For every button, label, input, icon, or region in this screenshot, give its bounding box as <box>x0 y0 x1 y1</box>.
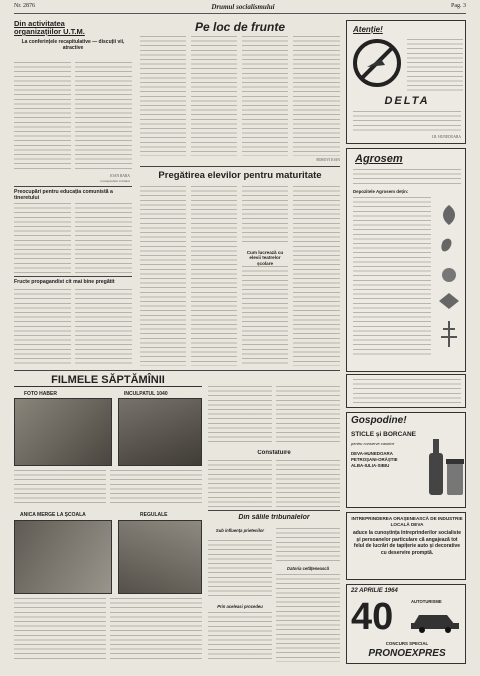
divider <box>140 166 340 167</box>
pregatirea-title: Pregătirea elevilor pentru maturitate <box>158 170 322 181</box>
utm-title-2: organizațiilor U.T.M. <box>14 27 85 36</box>
pronoexpres-number: 40 <box>351 596 394 638</box>
agrosem-intro <box>353 169 461 187</box>
utm-text-col-b <box>75 62 132 172</box>
preocupari-title: Preocupări pentru educația comunistă a tineretului <box>14 189 113 201</box>
divider <box>14 276 132 277</box>
utm-title-1: Din activitatea <box>14 20 65 28</box>
propaganda-text-b <box>75 289 132 367</box>
tribunal-title: Din sălile tribunalelor <box>238 514 310 521</box>
pronoexpres-date: 22 APRILIE 1964 <box>351 588 398 594</box>
delta-sign: I.R. HUNEDOARA <box>431 135 461 139</box>
pe-loc-text-c <box>242 36 288 156</box>
tribunal-text-c <box>276 528 340 564</box>
industrie-locala-ad <box>346 512 466 580</box>
sticle-title: STICLE și BORCANE <box>351 431 417 438</box>
author-borovi: BOROVI IOAN <box>316 158 340 162</box>
film-photo-4 <box>118 520 202 594</box>
sticle-sub: pentru conserve casnice <box>351 441 395 446</box>
gospodine-title: Gospodine! <box>351 415 407 426</box>
pe-loc-banner <box>140 18 340 32</box>
pronoexpres-name: PRONOEXPRES <box>368 648 446 659</box>
orase-list: DEVA-HUNEDOARA PETROȘANI-ORĂȘTIE ALBA-IULIA-SIBIU <box>351 451 398 468</box>
utm-subtitle: La conferințele recapitulative — discuții vii, atractive <box>21 39 125 51</box>
pronoexpres-ad <box>346 584 466 664</box>
consfatuire-text-a <box>208 460 272 508</box>
pronoexpres-concurs: CONCURS SPECIAL <box>385 641 429 646</box>
page-number-right: Pag. 3 <box>451 3 466 9</box>
consfatuire-title: Consfătuire <box>257 450 291 456</box>
divider <box>14 370 340 371</box>
film-text-1 <box>14 470 106 506</box>
film-caption-1: FOTO HABER <box>24 391 57 397</box>
pe-loc-text-b <box>191 36 237 156</box>
pregatirea-text-b <box>191 186 237 366</box>
film-text-2 <box>110 470 202 506</box>
delta-text <box>353 111 461 133</box>
newspaper-title: Drumul socialismului <box>211 3 275 11</box>
film-caption-4: REGULALE <box>140 512 168 518</box>
pe-loc-text-d <box>293 36 340 156</box>
transport-notice <box>346 374 466 408</box>
tribunal-text-a <box>208 540 272 600</box>
teatre-title: Cum lucrează cu elevii teatrelor școlare <box>246 250 284 266</box>
mid-text-a <box>208 386 272 446</box>
delta-label: DELTA <box>384 95 430 107</box>
divider <box>14 186 132 187</box>
atentie-text <box>407 39 463 91</box>
tribunal-text-b <box>208 612 272 662</box>
intreprinderea-title: INTREPRINDEREA ORAȘENEASCĂ DE INDUSTRIE LOCALĂ DEVA <box>351 516 463 527</box>
no-sign-icon <box>351 37 403 89</box>
author-role: corespondent voluntar <box>99 179 130 183</box>
author-ioan-bara: IOAN BARA <box>110 174 130 178</box>
page-header <box>14 3 466 14</box>
propaganda-text-a <box>14 289 71 367</box>
pregatirea-text-d <box>293 186 340 366</box>
pe-loc-text-a <box>140 36 186 156</box>
consfatuire-text-b <box>276 460 340 508</box>
plants-icon <box>435 201 463 351</box>
films-title: FILMELE SĂPTĂMÎNII <box>14 373 202 387</box>
pronoexpres-label: AUTOTURISME <box>411 599 442 604</box>
gospodine-ad <box>346 412 466 508</box>
bottles-icon <box>427 429 465 499</box>
tribunal-text-d <box>276 574 340 662</box>
mid-text-b <box>276 386 340 446</box>
agrosem-ad <box>346 148 466 372</box>
film-photo-3 <box>14 520 112 594</box>
car-icon <box>409 609 461 633</box>
divider <box>208 510 340 511</box>
intreprinderea-text: aduce la cunoștința întreprinderilor socialiste și persoanelor particulare că angajează tot felul de lucrări de tapițerie auto și decorative cu deservire promptă. <box>352 530 462 556</box>
preocupari-text-b <box>75 203 132 273</box>
atentie-ad <box>346 20 466 144</box>
pregatirea-text-c <box>242 186 288 246</box>
pe-loc-title: Pe loc de frunte <box>194 20 286 32</box>
utm-text-col-a <box>14 62 71 172</box>
depozit-title: Depozitele Agrosem dețin: <box>353 189 409 194</box>
film-text-4 <box>110 598 202 662</box>
film-text-3 <box>14 598 106 662</box>
propaganda-title: Fructe propagandist cit mai bine pregătit <box>14 279 115 285</box>
pregatirea-text-a <box>140 186 186 366</box>
atentie-title: Atenție! <box>353 25 383 34</box>
page-number-left: Nr. 2876 <box>14 3 35 9</box>
tribunal-sub-2: Prin aceleasi procedeu <box>217 604 263 609</box>
agrosem-list <box>353 197 431 357</box>
film-caption-2: INCULPATUL 1040 <box>124 391 168 397</box>
teatre-text <box>242 266 288 366</box>
agrosem-title: Agrosem <box>355 153 403 165</box>
preocupari-text-a <box>14 203 71 273</box>
film-photo-1 <box>14 398 112 466</box>
tribunal-sub-1: Sub influența prietenilor <box>215 528 265 533</box>
tribunal-sub-3: Datoria cetățenească <box>287 566 329 571</box>
film-caption-3: ANICA MERGE LA ȘCOALĂ <box>20 512 86 518</box>
transport-text <box>353 379 461 405</box>
film-photo-2 <box>118 398 202 466</box>
